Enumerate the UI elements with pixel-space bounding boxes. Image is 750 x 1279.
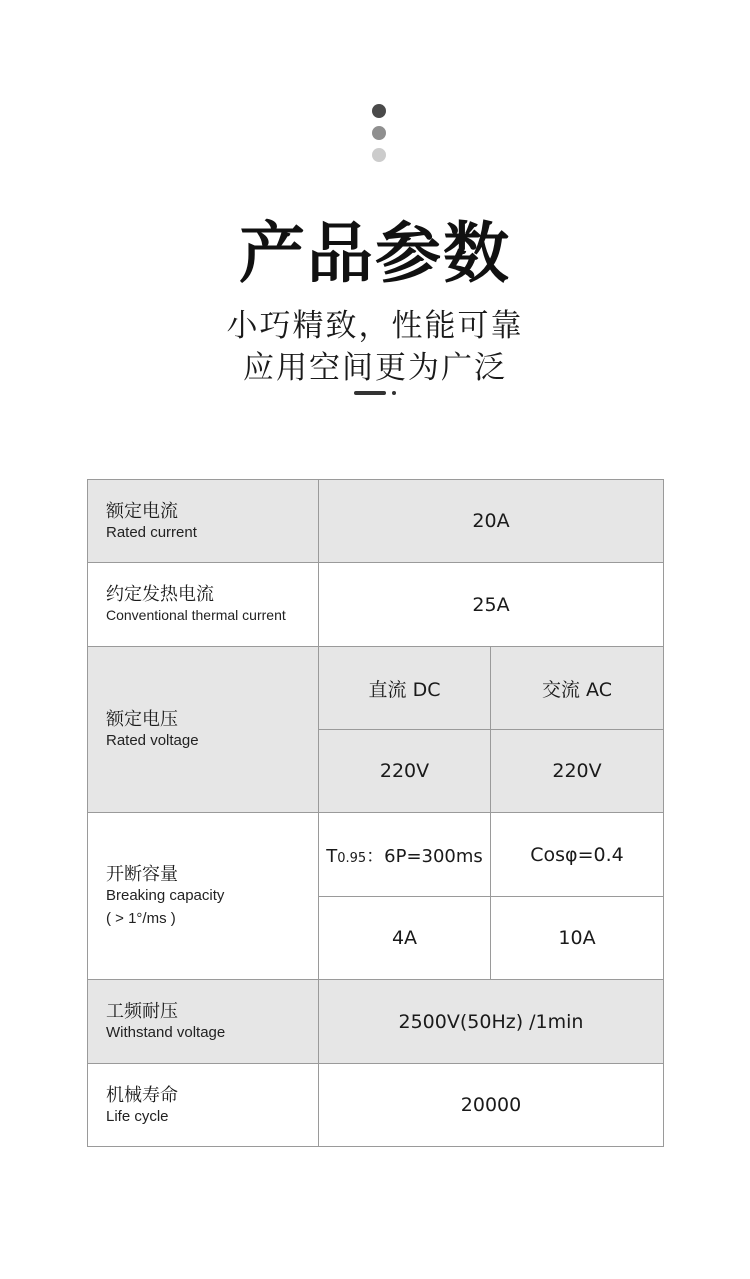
dc-header: 直流 DC [319, 647, 491, 730]
label-cn: 额定电流 [106, 500, 178, 522]
ac-voltage-value: 220V [491, 730, 664, 813]
label-cn: 额定电压 [106, 709, 178, 730]
spec-table [87, 479, 664, 1147]
dc-breaking-value: 4A [319, 897, 491, 980]
dc-breaking-condition [319, 813, 491, 897]
value-withstand-voltage: 2500V(50Hz) /1min [319, 980, 664, 1064]
divider-bar [354, 391, 386, 395]
label-thermal-current [88, 563, 319, 647]
label-life-cycle [88, 1064, 319, 1147]
label-cn: 开断容量 [106, 864, 178, 885]
value-life-cycle: 20000 [319, 1064, 664, 1147]
dc-voltage-value: 220V [319, 730, 491, 813]
dot-mid [372, 126, 386, 140]
row-life-cycle [88, 1064, 664, 1147]
label-en: Life cycle [106, 1107, 169, 1125]
label-en: Conventional thermal current [106, 607, 286, 623]
ac-breaking-value: 10A [491, 897, 664, 980]
label-cn: 约定发热电流 [106, 584, 214, 605]
cond-rest: ：6P=300ms [366, 845, 483, 867]
value-rated-current: 20A [319, 480, 664, 563]
label-en: Rated voltage [106, 732, 199, 749]
row-breaking-conditions [88, 813, 664, 897]
dot-dark [372, 104, 386, 118]
ac-header: 交流 AC [491, 647, 664, 730]
row-thermal-current [88, 563, 664, 647]
subtitle-line-2: 应用空间更为广泛 [243, 350, 507, 386]
row-withstand-voltage [88, 980, 664, 1064]
label-breaking-capacity [88, 813, 319, 980]
divider-dot [392, 391, 396, 395]
label-en: Withstand voltage [106, 1024, 226, 1041]
label-en: Rated current [106, 523, 197, 541]
page-title: 产品参数 [239, 215, 511, 292]
label-rated-current [88, 480, 319, 563]
value-thermal-current: 25A [319, 563, 664, 647]
ac-breaking-condition: Cosφ=0.4 [491, 813, 664, 897]
cond-prefix: T [326, 845, 338, 867]
label-cn: 工频耐压 [106, 1001, 178, 1022]
section-dots [372, 104, 386, 170]
cond-sub: 0.95 [337, 850, 367, 866]
subtitle-line-1: 小巧精致，性能可靠 [226, 308, 524, 344]
row-rated-voltage-header [88, 647, 664, 730]
dot-light [372, 148, 386, 162]
label-cn: 机械寿命 [106, 1084, 178, 1106]
label-rated-voltage [88, 647, 319, 813]
row-rated-current [88, 480, 664, 563]
label-en-note: ( > 1°/ms ) [106, 910, 176, 927]
label-withstand-voltage [88, 980, 319, 1064]
label-en: Breaking capacity [106, 887, 225, 904]
